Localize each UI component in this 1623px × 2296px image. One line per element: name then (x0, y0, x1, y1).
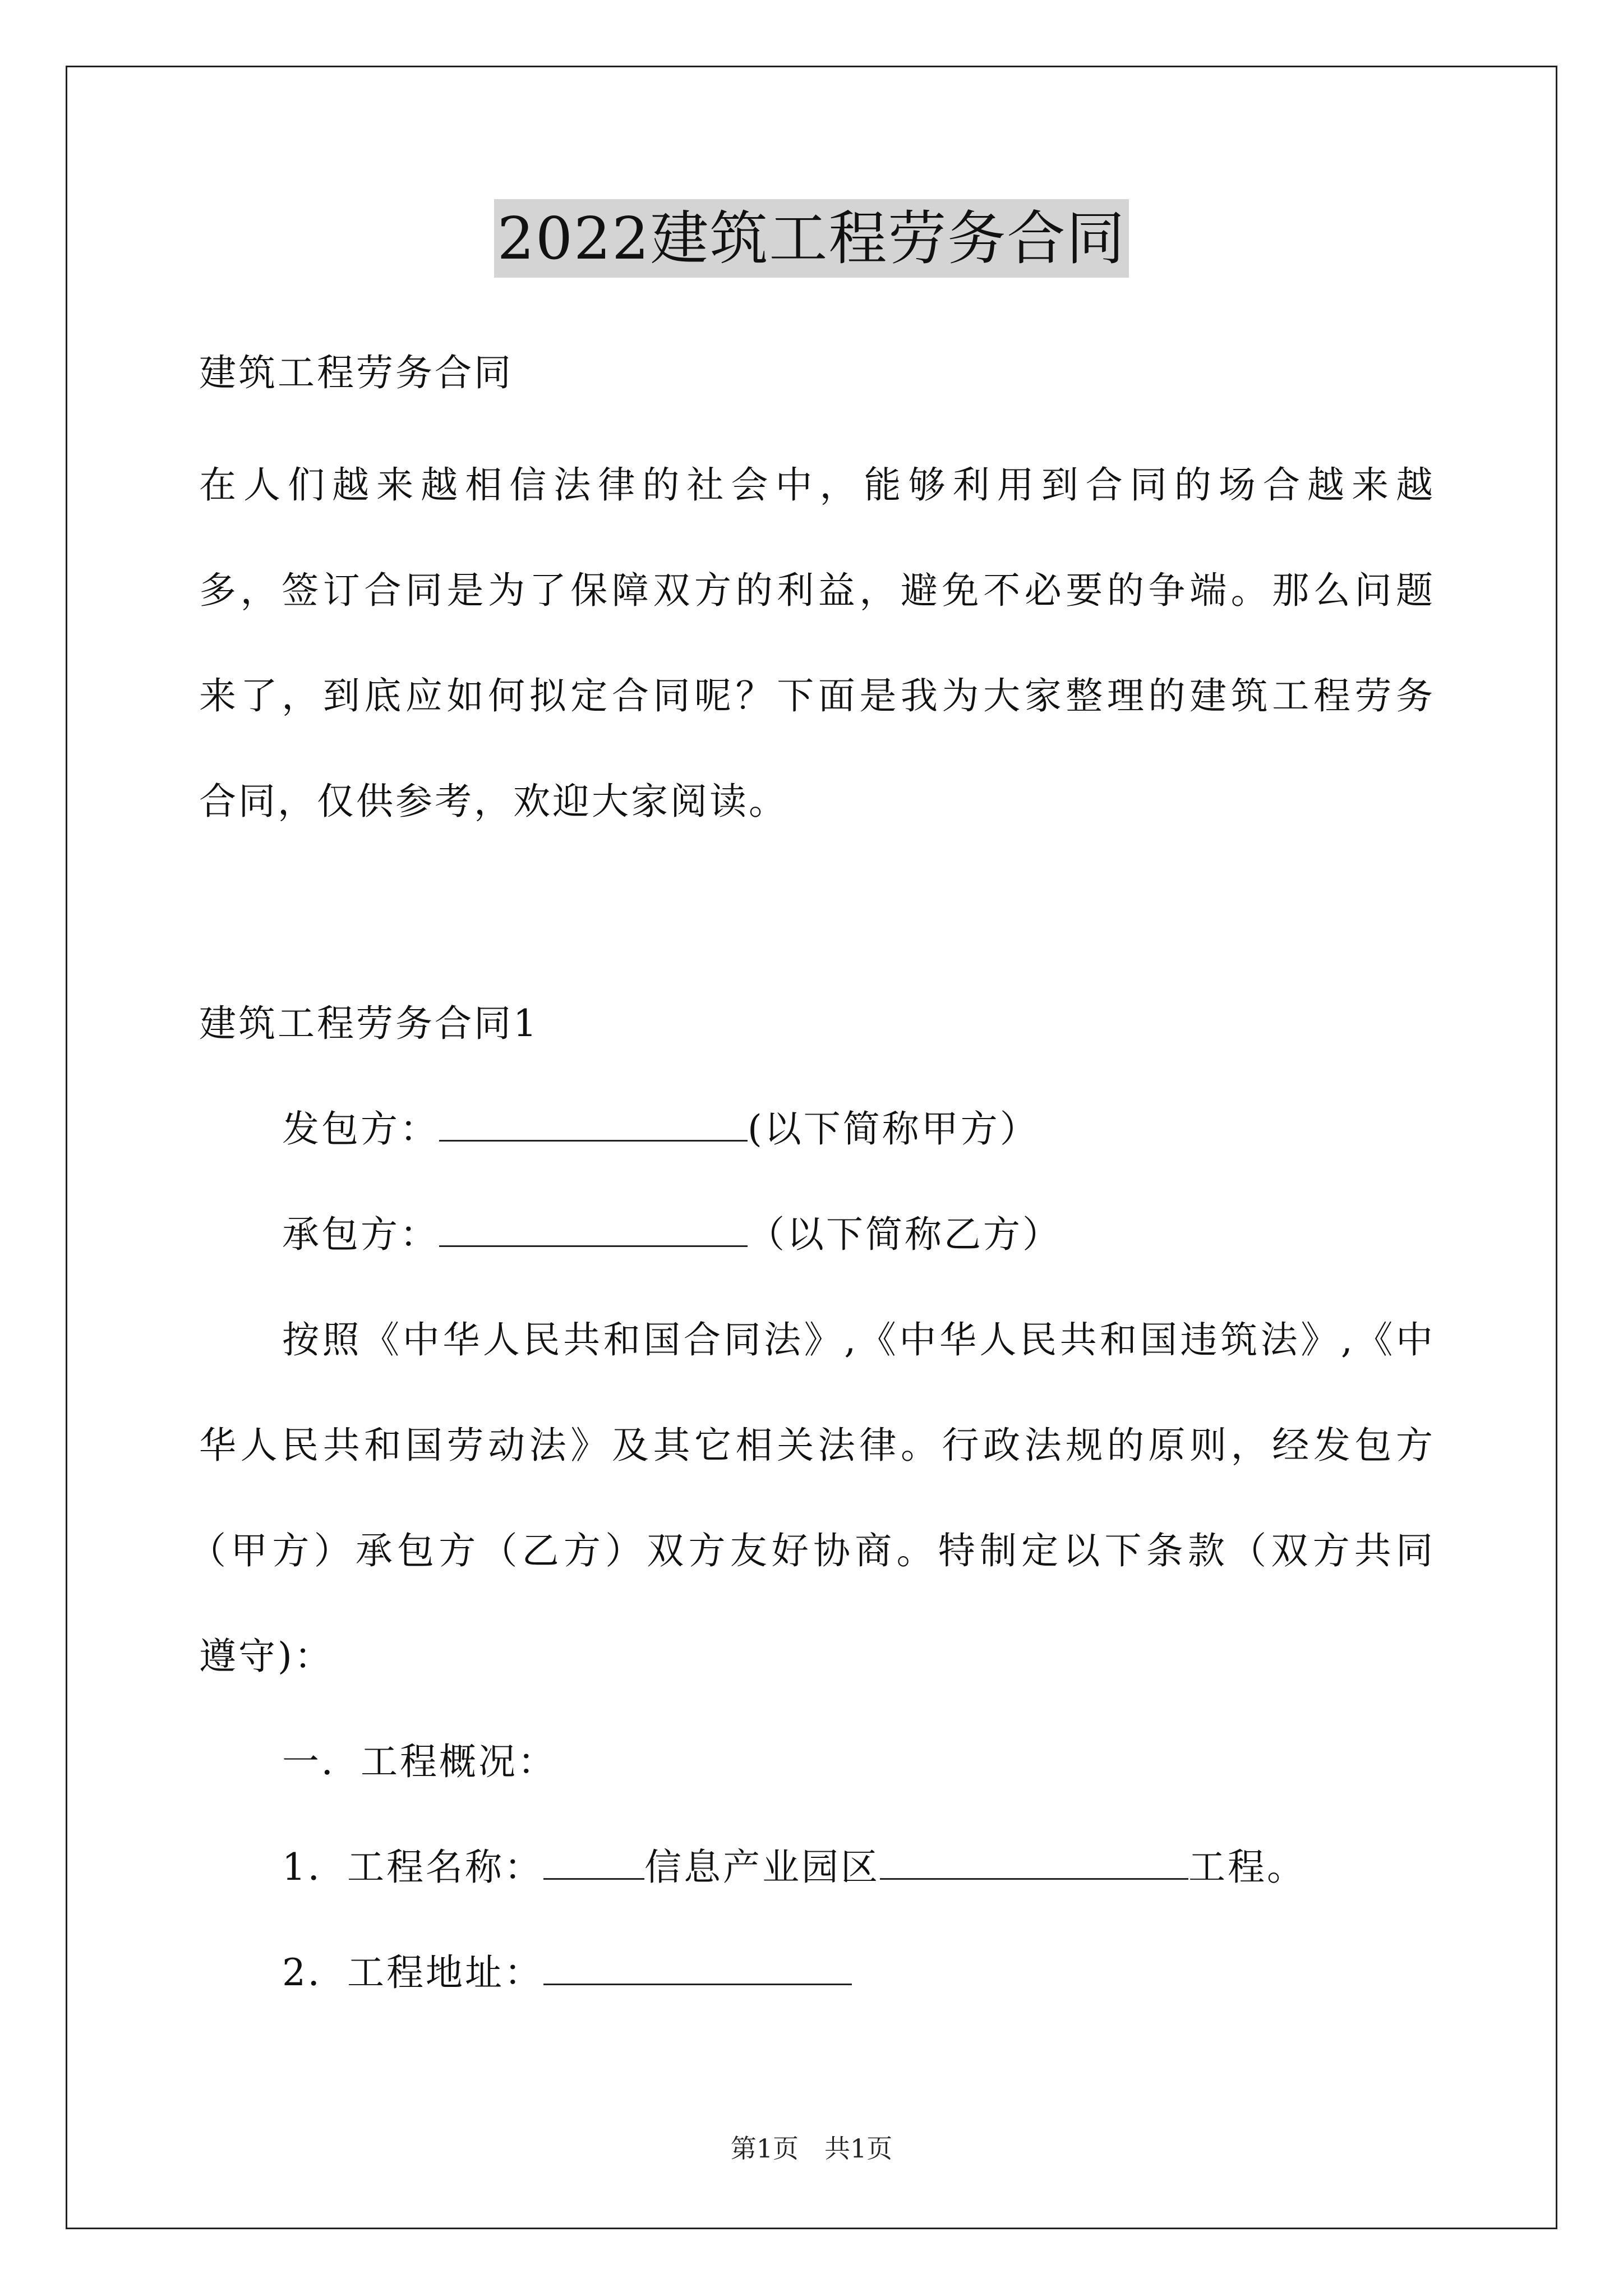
intro-line-3: 来了，到底应如何拟定合同呢？下面是我为大家整理的建筑工程劳务 (199, 674, 1433, 717)
party-b-suffix: （以下简称乙方） (748, 1213, 1062, 1256)
item-2-prefix: 2．工程地址： (282, 1951, 543, 1994)
subtitle: 建筑工程劳务合同 (199, 351, 513, 394)
title-container (0, 199, 1623, 278)
basis-line-1: 按照《中华人民共和国合同法》,《中华人民共和国违筑法》,《中 (282, 1318, 1433, 1361)
section-title: 建筑工程劳务合同1 (199, 1002, 539, 1045)
item-2-line (282, 1948, 852, 1998)
item-1-blank-left[interactable] (543, 1843, 644, 1880)
party-a-blank[interactable] (439, 1105, 748, 1142)
party-b-blank[interactable] (439, 1211, 748, 1247)
party-b-label: 承包方： (282, 1213, 439, 1256)
document-title: 2022建筑工程劳务合同 (494, 199, 1129, 278)
intro-line-4: 合同，仅供参考，欢迎大家阅读。 (199, 780, 788, 823)
basis-line-3: （甲方）承包方（乙方）双方友好协商。特制定以下条款（双方共同 (189, 1529, 1433, 1572)
item-2-blank[interactable] (543, 1949, 852, 1985)
item-1-line (282, 1842, 1306, 1893)
party-b-line (282, 1209, 1062, 1260)
item-1-blank-right[interactable] (880, 1843, 1188, 1880)
page-footer: 第1页 共1页 (730, 2133, 893, 2164)
basis-line-2: 华人民共和国劳动法》及其它相关法律。行政法规的原则，经发包方 (199, 1424, 1433, 1467)
item-1-prefix: 1．工程名称： (282, 1846, 543, 1889)
item-1-suffix: 工程。 (1188, 1846, 1306, 1889)
party-a-suffix: (以下简称甲方） (748, 1107, 1039, 1151)
basis-line-4: 遵守)： (199, 1635, 334, 1678)
intro-line-1: 在人们越来越相信法律的社会中，能够利用到合同的场合越来越 (199, 463, 1433, 507)
party-a-line (282, 1104, 1039, 1154)
intro-line-2: 多，签订合同是为了保障双方的利益，避免不必要的争端。那么问题 (199, 569, 1433, 612)
item-1-name: 信息产业园区 (644, 1846, 880, 1889)
heading-1: 一．工程概况： (282, 1740, 557, 1783)
party-a-label: 发包方： (282, 1107, 439, 1151)
